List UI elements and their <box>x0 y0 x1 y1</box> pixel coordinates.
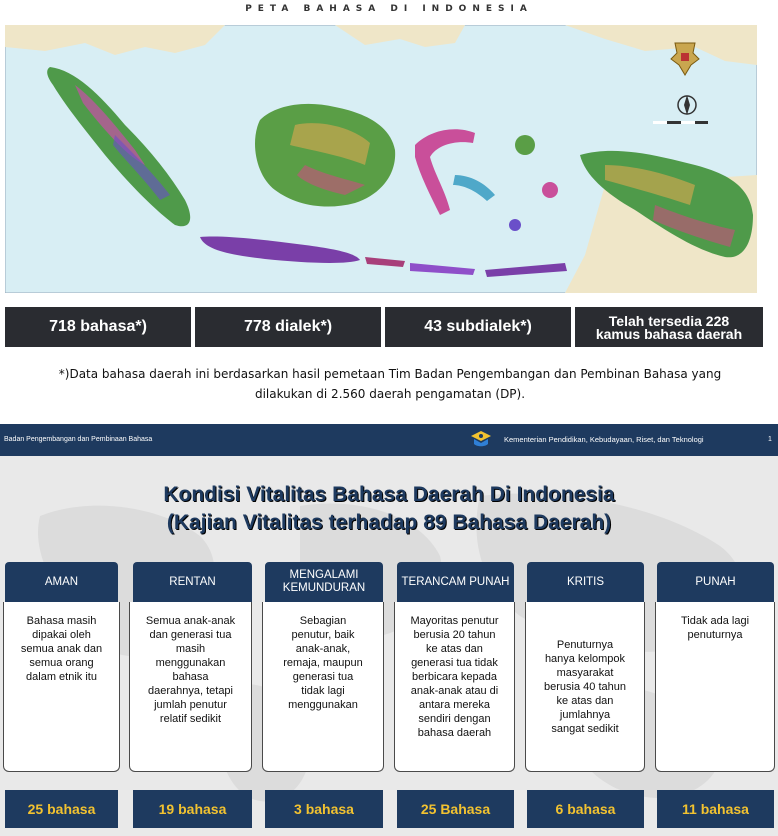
ministry-name: Kementerian Pendidikan, Kebudayaan, Riset, dan Teknologi <box>504 435 704 444</box>
stat-languages: 718 bahasa*) <box>5 307 191 347</box>
category-header-line1: MENGALAMI <box>289 569 359 581</box>
category-header-terancam-punah: TERANCAM PUNAH <box>397 562 514 602</box>
vitality-subtitle: (Kajian Vitalitas terhadap 89 Bahasa Daerah) <box>166 511 612 534</box>
category-description-rentan <box>129 602 252 772</box>
description-line: Sebagian <box>299 615 347 627</box>
stat-subdialects: 43 subdialek*) <box>385 307 571 347</box>
description-line: jumlah penutur <box>154 699 227 711</box>
stat-dictionaries <box>575 307 763 347</box>
description-line: berbicara kepada <box>411 671 497 683</box>
agency-name: Badan Pengembangan dan Pembinaan Bahasa <box>4 436 153 443</box>
description-line: Tidak ada lagi <box>680 615 750 627</box>
description-line: jumlahnya <box>559 708 611 721</box>
description-line: Semua anak-anak <box>145 615 236 627</box>
category-count-mengalami-kemunduran: 3 bahasa <box>265 790 383 828</box>
description-line: penutur, baik <box>291 629 355 641</box>
description-line: ke atas dan <box>426 643 483 655</box>
category-count-aman: 25 bahasa <box>5 790 118 828</box>
description-line: remaja, maupun <box>283 657 363 669</box>
category-description-terancam-punah <box>394 602 515 772</box>
description-line: sendiri dengan <box>418 713 491 725</box>
description-line: Penuturnya <box>556 638 614 651</box>
stat-dictionaries-line1: Telah tersedia 228 <box>608 313 730 329</box>
description-line: tidak lagi <box>301 685 345 697</box>
category-header-punah: PUNAH <box>657 562 774 602</box>
description-line: masih <box>175 643 206 655</box>
map-title: PETA BAHASA DI INDONESIA <box>245 4 533 14</box>
description-line: dalam etnik itu <box>26 671 97 683</box>
description-line: berusia 40 tahun <box>544 680 626 693</box>
description-line: masyarakat <box>556 666 614 679</box>
description-line: berusia 20 tahun <box>413 629 496 641</box>
description-line: generasi tua tidak <box>411 657 498 669</box>
category-header-rentan: RENTAN <box>133 562 252 602</box>
vitality-title: Kondisi Vitalitas Bahasa Daerah Di Indonesia <box>163 483 615 506</box>
language-map <box>5 25 757 293</box>
description-line: dan generasi tua <box>149 629 232 641</box>
footnote-line1: *)Data bahasa daerah ini berdasarkan hasil pemetaan Tim Badan Pengembangan dan Pembinan Bahasa yang <box>58 367 722 381</box>
category-header-mengalami-kemunduran <box>265 562 383 602</box>
category-count-kritis: 6 bahasa <box>527 790 644 828</box>
category-header-line2: KEMUNDURAN <box>282 582 366 594</box>
description-line: penuturnya <box>687 629 743 641</box>
description-line: bahasa daerah <box>417 727 492 739</box>
category-description-mengalami-kemunduran <box>262 602 384 772</box>
description-line: antara mereka <box>419 699 490 711</box>
description-line: daerahnya, tetapi <box>147 685 233 697</box>
vitality-slide <box>0 456 778 836</box>
category-description-punah <box>655 602 775 772</box>
footnote <box>20 364 760 404</box>
description-line: relatif sedikit <box>159 713 222 725</box>
stat-dictionaries-line2: kamus bahasa daerah <box>595 326 743 342</box>
description-line: anak-anak, <box>295 643 351 655</box>
description-line: generasi tua <box>292 671 354 683</box>
ministry-logo-icon <box>470 430 492 450</box>
category-count-punah: 11 bahasa <box>657 790 774 828</box>
description-line: sangat sedikit <box>551 722 619 735</box>
footnote-line2: dilakukan di 2.560 daerah pengamatan (DP). <box>254 387 526 401</box>
category-description-kritis <box>525 602 645 772</box>
description-line: semua orang <box>29 657 94 669</box>
description-line: ke atas dan <box>556 694 614 707</box>
page-number: 1 <box>768 436 772 443</box>
description-line: dipakai oleh <box>32 629 91 641</box>
header-band <box>0 424 778 456</box>
category-count-terancam-punah: 25 Bahasa <box>397 790 514 828</box>
category-header-kritis: KRITIS <box>527 562 644 602</box>
description-line: Bahasa masih <box>26 615 97 627</box>
category-description-aman <box>3 602 120 772</box>
description-line: Mayoritas penutur <box>410 615 499 627</box>
description-line: hanya kelompok <box>544 652 626 665</box>
description-line: bahasa <box>172 671 209 683</box>
stat-dialects: 778 dialek*) <box>195 307 381 347</box>
description-line: semua anak dan <box>20 643 103 655</box>
category-count-rentan: 19 bahasa <box>133 790 252 828</box>
category-header-aman: AMAN <box>5 562 118 602</box>
description-line: menggunakan <box>155 657 226 669</box>
description-line: menggunakan <box>288 699 358 711</box>
description-line: anak-anak atau di <box>410 685 499 697</box>
